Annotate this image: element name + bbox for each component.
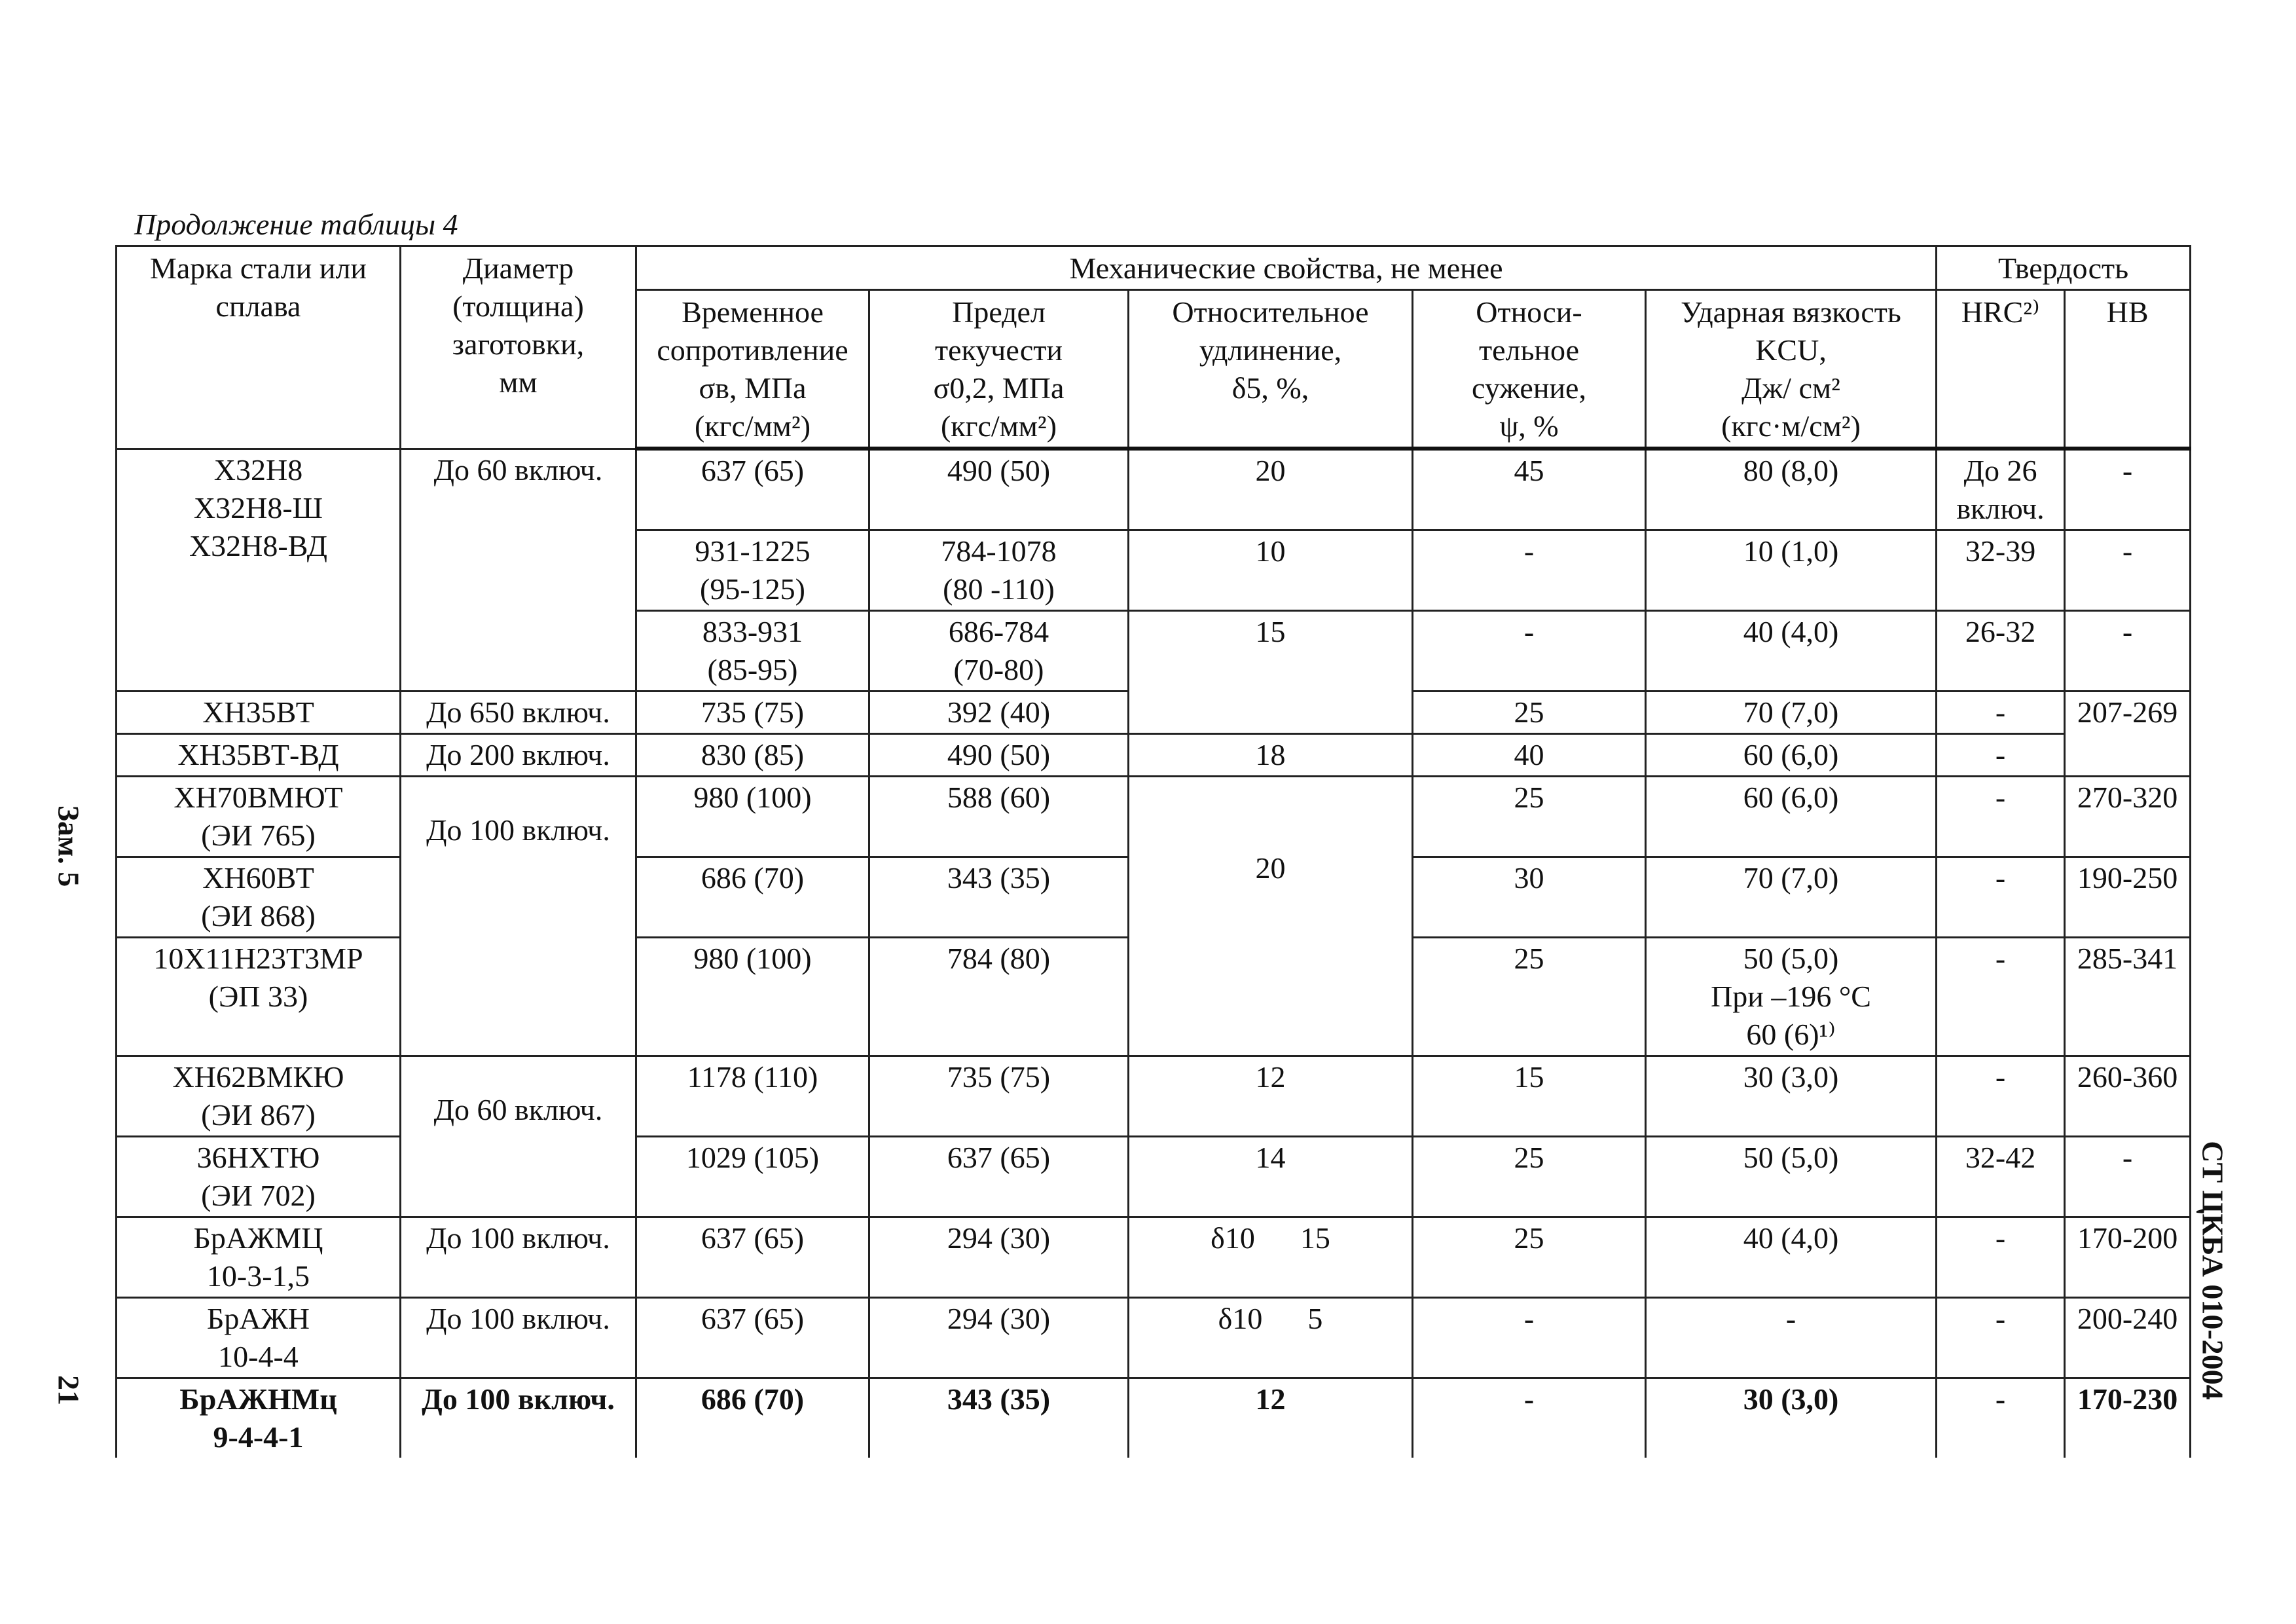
header-diameter: Диаметр (толщина) заготовки, мм <box>401 246 636 449</box>
cell-hrc: - <box>1937 1056 2065 1137</box>
cell-diameter: До 100 включ. <box>401 1298 636 1378</box>
cell-hb: 200-240 <box>2065 1298 2191 1378</box>
cell-hrc: - <box>1937 692 2065 734</box>
cell-elongation: 20 <box>1129 777 1413 1056</box>
cell-reduction: 15 <box>1413 1056 1646 1137</box>
cell-grade: БрАЖМЦ 10-3-1,5 <box>117 1217 401 1298</box>
cell-tensile: 735 (75) <box>636 692 869 734</box>
cell-hb: 285-341 <box>2065 938 2191 1056</box>
cell-grade: 10Х11Н23Т3МР (ЭП 33) <box>117 938 401 1056</box>
cell-hrc: - <box>1937 938 2065 1056</box>
table-row <box>117 1298 2191 1378</box>
cell-diameter: До 100 включ. <box>401 1378 636 1458</box>
cell-elongation: 12 <box>1129 1056 1413 1137</box>
cell-hrc: 32-42 <box>1937 1137 2065 1217</box>
cell-yield: 686-784 (70-80) <box>869 611 1129 692</box>
table-row <box>117 734 2191 777</box>
cell-yield: 392 (40) <box>869 692 1129 734</box>
cell-tensile: 833-931 (85-95) <box>636 611 869 692</box>
header-yield: Предел текучести σ0,2, МПа (кгс/мм²) <box>869 290 1129 449</box>
properties-table <box>115 245 2191 1458</box>
cell-impact: 80 (8,0) <box>1646 449 1937 530</box>
cell-hrc: - <box>1937 1378 2065 1458</box>
cell-reduction: 25 <box>1413 1137 1646 1217</box>
cell-hb: 207-269 <box>2065 692 2191 777</box>
cell-impact: 40 (4,0) <box>1646 611 1937 692</box>
cell-yield: 294 (30) <box>869 1217 1129 1298</box>
cell-reduction: 25 <box>1413 938 1646 1056</box>
cell-impact: 50 (5,0) <box>1646 1137 1937 1217</box>
cell-yield: 784-1078 (80 -110) <box>869 530 1129 611</box>
cell-hrc: 26-32 <box>1937 611 2065 692</box>
cell-elongation: δ10 5 <box>1129 1298 1413 1378</box>
header-tensile: Временное сопротивление σв, МПа (кгс/мм²) <box>636 290 869 449</box>
cell-diameter: До 200 включ. <box>401 734 636 777</box>
table-row <box>117 1217 2191 1298</box>
cell-reduction: - <box>1413 530 1646 611</box>
cell-grade: БрАЖНМц 9-4-4-1 <box>117 1378 401 1458</box>
cell-impact: - <box>1646 1298 1937 1378</box>
cell-hb: 170-230 <box>2065 1378 2191 1458</box>
cell-tensile: 980 (100) <box>636 938 869 1056</box>
cell-yield: 343 (35) <box>869 1378 1129 1458</box>
cell-impact: 60 (6,0) <box>1646 777 1937 857</box>
cell-hb: 260-360 <box>2065 1056 2191 1137</box>
cell-grade: ХН35ВТ <box>117 692 401 734</box>
amendment-label: Зам. 5 <box>52 805 86 887</box>
cell-grade: БрАЖН 10-4-4 <box>117 1298 401 1378</box>
table-row <box>117 1378 2191 1458</box>
cell-impact: 50 (5,0) При –196 °С 60 (6)¹⁾ <box>1646 938 1937 1056</box>
cell-hb: 190-250 <box>2065 857 2191 938</box>
cell-grade: 36НХТЮ (ЭИ 702) <box>117 1137 401 1217</box>
cell-hb: 170-200 <box>2065 1217 2191 1298</box>
cell-elongation: 12 <box>1129 1378 1413 1458</box>
cell-impact: 10 (1,0) <box>1646 530 1937 611</box>
cell-grade: ХН35ВТ-ВД <box>117 734 401 777</box>
cell-tensile: 931-1225 (95-125) <box>636 530 869 611</box>
cell-grade: ХН70ВМЮТ (ЭИ 765) <box>117 777 401 857</box>
cell-reduction: 30 <box>1413 857 1646 938</box>
cell-hb: - <box>2065 611 2191 692</box>
header-row-1 <box>117 246 2191 290</box>
table-row <box>117 777 2191 857</box>
header-hardness: Твердость <box>1937 246 2191 290</box>
cell-hrc: - <box>1937 1298 2065 1378</box>
header-grade: Марка стали или сплава <box>117 246 401 449</box>
cell-tensile: 637 (65) <box>636 1217 869 1298</box>
cell-tensile: 637 (65) <box>636 1298 869 1378</box>
cell-diameter: До 100 включ. <box>401 777 636 1056</box>
cell-tensile: 686 (70) <box>636 1378 869 1458</box>
cell-elongation: 18 <box>1129 734 1413 777</box>
header-impact: Ударная вязкость KCU, Дж/ см² (кгс·м/см²) <box>1646 290 1937 449</box>
cell-grade: ХН62ВМКЮ (ЭИ 867) <box>117 1056 401 1137</box>
cell-yield: 637 (65) <box>869 1137 1129 1217</box>
cell-impact: 30 (3,0) <box>1646 1378 1937 1458</box>
cell-impact: 40 (4,0) <box>1646 1217 1937 1298</box>
cell-yield: 588 (60) <box>869 777 1129 857</box>
cell-diameter: До 650 включ. <box>401 692 636 734</box>
cell-yield: 784 (80) <box>869 938 1129 1056</box>
cell-impact: 70 (7,0) <box>1646 857 1937 938</box>
cell-reduction: 25 <box>1413 777 1646 857</box>
cell-yield: 490 (50) <box>869 449 1129 530</box>
cell-elongation: δ10 15 <box>1129 1217 1413 1298</box>
cell-tensile: 686 (70) <box>636 857 869 938</box>
cell-reduction: - <box>1413 611 1646 692</box>
cell-yield: 343 (35) <box>869 857 1129 938</box>
cell-impact: 60 (6,0) <box>1646 734 1937 777</box>
cell-hrc: - <box>1937 734 2065 777</box>
cell-tensile: 1029 (105) <box>636 1137 869 1217</box>
cell-tensile: 830 (85) <box>636 734 869 777</box>
cell-tensile: 1178 (110) <box>636 1056 869 1137</box>
cell-hb: - <box>2065 449 2191 530</box>
cell-hb: - <box>2065 530 2191 611</box>
cell-grade: Х32Н8 Х32Н8-Ш Х32Н8-ВД <box>117 449 401 692</box>
cell-reduction: - <box>1413 1378 1646 1458</box>
table-caption: Продолжение таблицы 4 <box>134 208 458 241</box>
table-row <box>117 449 2191 530</box>
cell-yield: 294 (30) <box>869 1298 1129 1378</box>
cell-elongation: 15 <box>1129 611 1413 734</box>
cell-yield: 735 (75) <box>869 1056 1129 1137</box>
cell-grade: ХН60ВТ (ЭИ 868) <box>117 857 401 938</box>
cell-tensile: 980 (100) <box>636 777 869 857</box>
cell-hrc: - <box>1937 1217 2065 1298</box>
header-elongation: Относительное удлинение, δ5, %, <box>1129 290 1413 449</box>
standard-designation: СТ ЦКБА 010-2004 <box>2196 1141 2230 1400</box>
cell-hrc: - <box>1937 857 2065 938</box>
cell-hrc: - <box>1937 777 2065 857</box>
cell-reduction: - <box>1413 1298 1646 1378</box>
cell-hrc: 32-39 <box>1937 530 2065 611</box>
cell-hrc: До 26 включ. <box>1937 449 2065 530</box>
header-hrc: HRC²⁾ <box>1937 290 2065 449</box>
cell-diameter: До 100 включ. <box>401 1217 636 1298</box>
cell-hb: 270-320 <box>2065 777 2191 857</box>
cell-reduction: 25 <box>1413 692 1646 734</box>
cell-reduction: 25 <box>1413 1217 1646 1298</box>
cell-tensile: 637 (65) <box>636 449 869 530</box>
cell-diameter: До 60 включ. <box>401 1056 636 1217</box>
page-number: 21 <box>52 1375 86 1405</box>
cell-elongation: 14 <box>1129 1137 1413 1217</box>
cell-yield: 490 (50) <box>869 734 1129 777</box>
cell-impact: 30 (3,0) <box>1646 1056 1937 1137</box>
header-hb: НВ <box>2065 290 2191 449</box>
cell-reduction: 40 <box>1413 734 1646 777</box>
table-row <box>117 1056 2191 1137</box>
header-reduction: Относи- тельное сужение, ψ, % <box>1413 290 1646 449</box>
cell-elongation: 10 <box>1129 530 1413 611</box>
cell-diameter: До 60 включ. <box>401 449 636 692</box>
cell-elongation: 20 <box>1129 449 1413 530</box>
cell-reduction: 45 <box>1413 449 1646 530</box>
cell-impact: 70 (7,0) <box>1646 692 1937 734</box>
cell-hb: - <box>2065 1137 2191 1217</box>
header-mechanical: Механические свойства, не менее <box>636 246 1937 290</box>
